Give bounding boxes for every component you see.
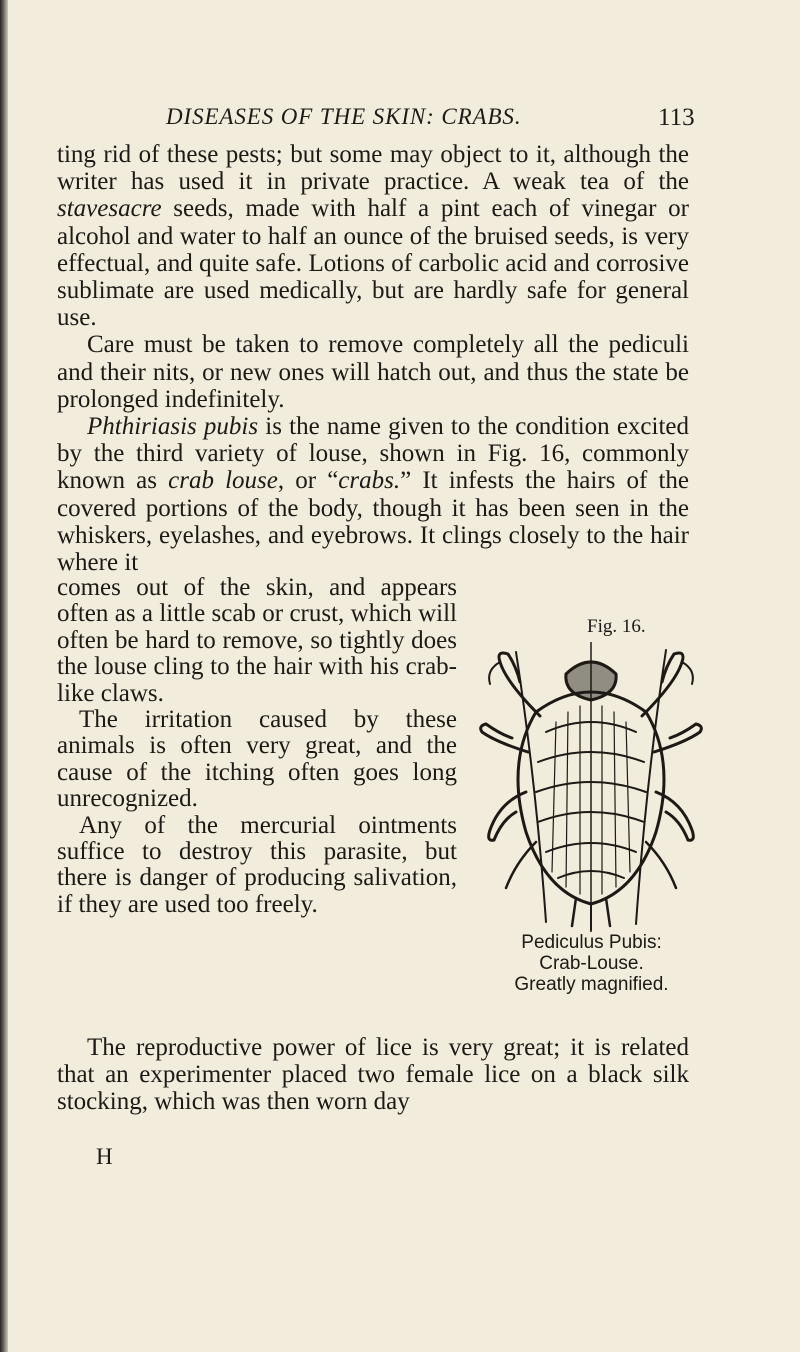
page-number: 113 [658,104,695,131]
term-crabs: crabs. [338,467,401,495]
body-text-narrow [57,575,457,918]
caption-line-3: Greatly magnified. [514,974,669,995]
body-text-top [57,141,689,576]
paragraph-5: Any of the mercurial ointments suffice to destroy this parasite, but there is danger of producing salivation, if they are used too freely. [57,811,457,918]
body-text-bottom [57,1034,689,1116]
caption-line-1: Pediculus Pubis: [521,932,662,953]
paragraph-4: The irritation caused by these animals is often very great, and the cause of the itching often goes long unrecognized. [57,706,457,813]
paragraph-3-text-b: , or “ [277,467,339,495]
paragraph-1-text: ting rid of these pests; but some may object to it, although the writer has used it in private practice. A weak tea of the [57,141,689,196]
paragraph-3-text-c: ” It infests the hairs of the covered portions of the body, though it has been seen in the whiskers, eyelashes, and eyebrows. It clings closely to the hair where it [57,467,689,577]
term-crab-louse: crab louse [168,467,278,495]
figure-label: Fig. 16. [587,616,646,637]
paragraph-3-text-a: is the name given to the condition excited by the third variety of louse, shown in Fig. 16, commonly known as [57,413,689,495]
paragraph-3 [57,413,689,576]
figure-caption [484,932,699,995]
term-stavesacre: stavesacre [57,195,162,223]
page-binding-edge [0,0,8,1352]
paragraph-3-continued: comes out of the skin, and appears often as a little scab or crust, which will often be hard to remove, so tightly does the louse cling to the hair with his crab-like claws. [57,574,457,707]
paragraph-1-text-rest: seeds, made with half a pint each of vinegar or alcohol and water to half an ounce of the bruised seeds, is very effectual, and quite safe. Lotions of carbolic acid and corrosive sublimate are used medically, but are hardly safe for general use. [57,195,689,332]
paragraph-2: Care must be taken to remove completely all the pediculi and their nits, or new ones will hatch out, and thus the state be prolonged indefinitely. [57,331,689,413]
crab-louse-illustration [476,642,706,932]
paragraph-1 [57,141,689,331]
signature-mark: H [96,1144,113,1169]
term-phthiriasis-pubis: Phthiriasis pubis [87,413,259,441]
caption-line-2: Crab-Louse. [539,953,644,974]
paragraph-6: The reproductive power of lice is very great; it is related that an experimenter placed two female lice on a black silk stocking, which was then worn day [57,1034,689,1116]
running-header: DISEASES OF THE SKIN: CRABS. [166,104,522,129]
